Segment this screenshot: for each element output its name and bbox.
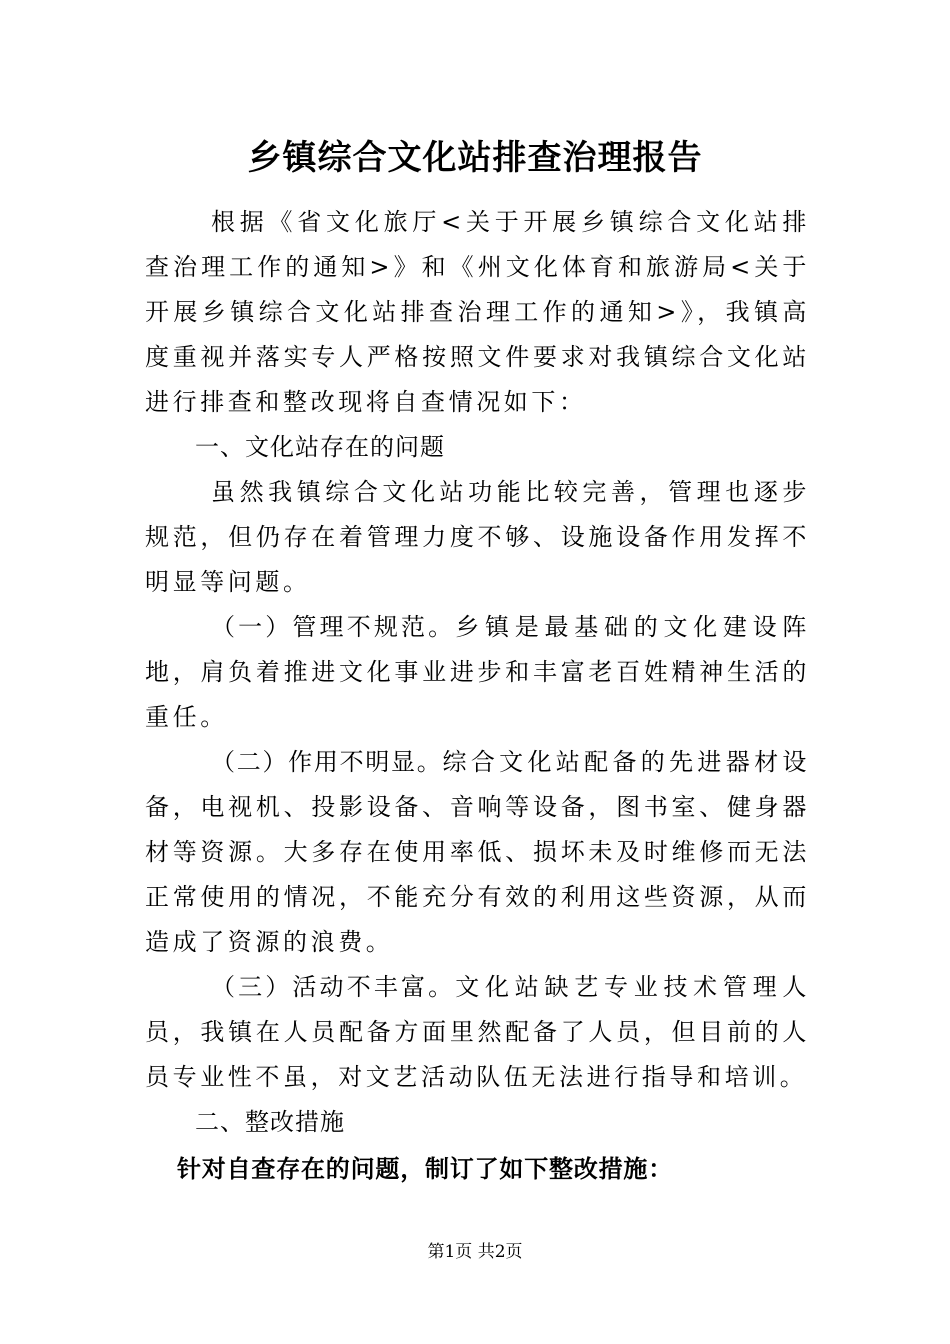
problem-item-1-lead: （一）管理不规范。 — [211, 613, 456, 641]
problem-item-2-text: 综合文化站配备的先进器材设备，电视机、投影设备、音响等设备，图书室、健身器材等资源。大多存在使用率低、损坏未及时维修而无法正常使用的情况，不能充分有效的利用这些资源，从而造成了资源的浪费。 — [145, 748, 810, 956]
problem-item-2 — [145, 740, 810, 965]
measures-intro-line: 针对自查存在的问题，制订了如下整改措施： — [177, 1155, 673, 1183]
document-title: 乡镇综合文化站排查治理报告 — [247, 138, 703, 178]
problems-intro-paragraph: 虽然我镇综合文化站功能比较完善，管理也逐步规范，但仍存在着管理力度不够、设施设备作用发挥不明显等问题。 — [145, 478, 810, 596]
document-body — [145, 200, 810, 1193]
section-heading-problems: 一、文化站存在的问题 — [195, 433, 445, 461]
problem-item-3-lead: （三）活动不丰富。 — [211, 973, 456, 1001]
page-number-footer: 第1页 共2页 — [427, 1242, 523, 1262]
problem-item-3 — [145, 965, 810, 1100]
problem-item-2-lead: （二）作用不明显。 — [211, 748, 443, 776]
problem-item-3-text: 文化站缺艺专业技术管理人员，我镇在人员配备方面里然配备了人员，但目前的人员专业性不虽，对文艺活动队伍无法进行指导和培训。 — [145, 973, 811, 1091]
section-heading-measures: 二、整改措施 — [195, 1108, 345, 1136]
problem-item-1-text: 乡镇是最基础的文化建设阵地，肩负着推进文化事业进步和丰富老百姓精神生活的重任。 — [145, 613, 811, 731]
problem-item-1 — [145, 605, 810, 740]
intro-paragraph: 根据《省文化旅厅<关于开展乡镇综合文化站排查治理工作的通知>》和《州文化体育和旅游局<关于开展乡镇综合文化站排查治理工作的通知>》，我镇高度重视并落实专人严格按照文件要求对我镇综合文化站进行排查和整改现将自查情况如下： — [145, 208, 810, 416]
